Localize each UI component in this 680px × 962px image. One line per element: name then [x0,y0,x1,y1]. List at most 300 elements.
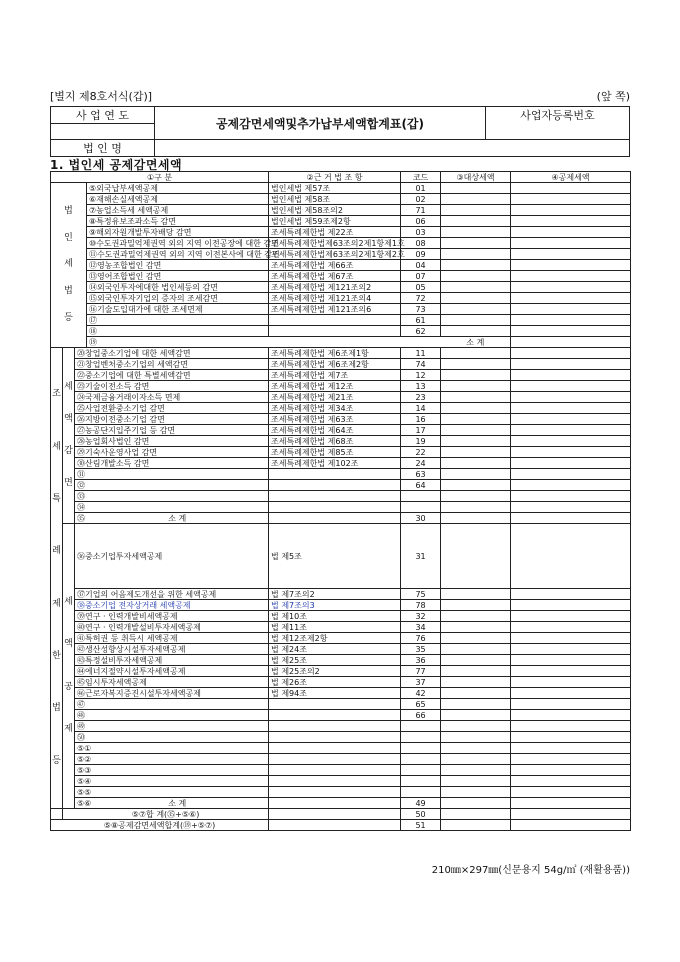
row-label: ㊷생산성향상시설투자세액공제 [75,644,269,655]
row-label: ⑰ [87,315,269,326]
row-label: ⑤⑤ [75,787,269,798]
deduction-amount-cell[interactable] [511,315,631,326]
deduction-amount-cell[interactable] [511,513,631,524]
target-amount-cell[interactable] [441,754,511,765]
row-label: ⑭외국인투자에대한 법인세등의 감면 [87,282,269,293]
row-code: 37 [401,677,441,688]
row-label: ⑫영농조합법인 감면 [87,260,269,271]
deduction-amount-cell[interactable] [511,754,631,765]
row-code: 51 [401,820,441,831]
row-label: ⑤② [75,754,269,765]
target-amount-cell[interactable] [441,392,511,403]
table-row [51,216,631,227]
footer-paper-spec: 210㎜×297㎜(신문용지 54g/㎡ (재활용품)) [431,865,630,876]
row-code: 16 [401,414,441,425]
row-code [401,721,441,732]
deduction-amount-cell[interactable] [511,732,631,743]
row-code: 72 [401,293,441,304]
total-label: ⑤⑧공제감면세액합계(⑲+⑤⑦) [51,820,269,831]
group-special-taxation-char: 례 [52,546,61,557]
target-amount-cell[interactable] [441,370,511,381]
target-amount-cell[interactable] [441,414,511,425]
row-label: ⑪수도권과밀억제권역 외의 지역 이전본사에 대한 감면 [87,249,269,260]
target-amount-cell[interactable] [441,480,511,491]
deduction-amount-cell[interactable] [511,238,631,249]
row-label: ㉙기숙사운영사업 감면 [75,447,269,458]
target-amount-cell[interactable] [441,776,511,787]
deduction-amount-cell[interactable] [511,183,631,194]
subtotal-row [51,798,631,809]
deduction-amount-cell[interactable] [511,458,631,469]
table-row [51,326,631,337]
table-row [51,436,631,447]
row-code [401,787,441,798]
deduction-amount-cell[interactable] [511,524,631,589]
deduction-amount-cell[interactable] [511,798,631,809]
deduction-amount-cell[interactable] [511,370,631,381]
row-basis [269,315,401,326]
target-amount-cell[interactable] [441,721,511,732]
deduction-amount-cell[interactable] [511,414,631,425]
target-amount-cell[interactable] [441,381,511,392]
target-amount-cell[interactable] [441,227,511,238]
deduction-amount-cell[interactable] [511,447,631,458]
row-basis: 조세특례제한법제63조의2제1항제2호 [269,249,401,260]
target-amount-cell[interactable] [441,271,511,282]
row-code: 08 [401,238,441,249]
deduction-amount-cell[interactable] [511,326,631,337]
target-amount-cell[interactable] [441,315,511,326]
target-amount-cell[interactable] [441,304,511,315]
target-amount-cell[interactable] [441,447,511,458]
row-code: 76 [401,633,441,644]
target-amount-cell[interactable] [441,469,511,480]
row-label: ⑤외국납부세액공제 [87,183,269,194]
row-basis [269,743,401,754]
group-special-taxation-char: 제 [52,598,61,609]
table-row [51,238,631,249]
section-title: 1. 법인세 공제감면세액 [50,158,183,172]
deduction-amount-cell[interactable] [511,502,631,513]
row-code: 07 [401,271,441,282]
target-amount-cell[interactable] [441,798,511,809]
row-label: ㉜ [75,480,269,491]
deduction-amount-cell[interactable] [511,677,631,688]
row-code [401,776,441,787]
row-basis [269,491,401,502]
row-code: 78 [401,600,441,611]
row-label: ⑤③ [75,765,269,776]
row-basis [269,754,401,765]
deduction-amount-cell[interactable] [511,282,631,293]
row-basis: 조세특례제한법 제6조제2항 [269,359,401,370]
target-amount-cell[interactable] [441,326,511,337]
target-amount-cell[interactable] [441,348,511,359]
row-code: 49 [401,798,441,809]
row-label: ㊱중소기업투자세액공제 [75,524,269,589]
deduction-amount-cell[interactable] [511,776,631,787]
deduction-amount-cell[interactable] [511,392,631,403]
deduction-amount-cell[interactable] [511,633,631,644]
target-amount-cell[interactable] [441,655,511,666]
row-code: 75 [401,589,441,600]
table-row [51,194,631,205]
group-special-taxation-char: 세 [52,441,61,452]
group-corp-tax-char: 법 [64,286,73,297]
deduction-amount-cell[interactable] [511,820,631,831]
table-row [51,381,631,392]
deduction-amount-cell[interactable] [511,381,631,392]
row-basis: 법 제12조제2항 [269,633,401,644]
deduction-amount-cell[interactable] [511,600,631,611]
row-code: 01 [401,183,441,194]
target-amount-cell[interactable] [441,622,511,633]
row-label: ㉕사업전환중소기업 감면 [75,403,269,414]
row-code: 13 [401,381,441,392]
business-year-label: 사 업 연 도 [51,107,155,124]
row-basis: 법인세법 제59조제2항 [269,216,401,227]
row-code: 42 [401,688,441,699]
row-label: ㊻근로자복지증진시설투자세액공제 [75,688,269,699]
target-amount-cell[interactable] [441,293,511,304]
row-basis: 법 제25조의2 [269,666,401,677]
deduction-amount-cell[interactable] [511,260,631,271]
row-label: ⑨해외자원개발투자배당 감면 [87,227,269,238]
group-special-taxation [51,348,63,809]
row-code: 06 [401,216,441,227]
row-label: ⑧특정유보조과소득 감면 [87,216,269,227]
table-row [51,293,631,304]
target-amount-cell[interactable] [441,502,511,513]
row-code: 02 [401,194,441,205]
row-code [401,732,441,743]
target-amount-cell[interactable] [441,238,511,249]
row-label: ㉘농업회사법인 감면 [75,436,269,447]
table-row [51,600,631,611]
row-basis: 법 제11조 [269,622,401,633]
row-code: 66 [401,710,441,721]
group-special-taxation-char: 특 [52,493,61,504]
table-row [51,677,631,688]
subtotal-row [51,337,631,348]
row-basis: 조세특례제한법 제22조 [269,227,401,238]
target-amount-cell[interactable] [441,589,511,600]
row-basis: 법 제25조 [269,655,401,666]
row-code: 03 [401,227,441,238]
row-label: ⑱ [87,326,269,337]
target-amount-cell[interactable] [441,436,511,447]
row-basis: 조세특례제한법 제121조의2 [269,282,401,293]
row-code: 65 [401,699,441,710]
group-tax-reduction-char: 감 [64,446,73,457]
subtotal-label: 소 계 [441,337,511,348]
deduction-amount-cell[interactable] [511,655,631,666]
deduction-amount-cell[interactable] [511,304,631,315]
deduction-amount-cell[interactable] [511,721,631,732]
row-basis: 법인세법 제57조 [269,183,401,194]
row-basis: 조세특례제한법 제7조 [269,370,401,381]
row-label: ㊴연구 · 인력개발비세액공제 [75,611,269,622]
row-label: ㉓기술이전소득 감면 [75,381,269,392]
form-id: [별지 제8호서식(갑)] [50,90,153,103]
row-label: ㊹에너지절약시설투자세액공제 [75,666,269,677]
row-basis [269,480,401,491]
row-label: ⑬영어조합법인 감면 [87,271,269,282]
target-amount-cell[interactable] [441,688,511,699]
row-code: 73 [401,304,441,315]
row-basis: 조세특례제한법 제68조 [269,436,401,447]
deduction-amount-cell[interactable] [511,491,631,502]
row-basis: 조세특례제한법제63조의2제1항제1호 [269,238,401,249]
row-label: ㉞ [75,502,269,513]
row-label: ㊸특정설비투자세액공제 [75,655,269,666]
form-title: 공제감면세액및추가납부세액합계표(갑) [155,107,486,140]
page-side: (앞 쪽) [596,90,630,103]
row-label: ⑤④ [75,776,269,787]
deduction-amount-cell[interactable] [511,425,631,436]
col-code: 코드 [401,172,441,183]
target-amount-cell[interactable] [441,644,511,655]
table-row [51,732,631,743]
table-row [51,304,631,315]
table-row [51,348,631,359]
row-basis: 법 제10조 [269,611,401,622]
table-row [51,644,631,655]
row-label: ⑥재해손실세액공제 [87,194,269,205]
group-corp-tax-char: 등 [64,313,73,324]
row-code: 14 [401,403,441,414]
row-code: 09 [401,249,441,260]
target-amount-cell[interactable] [441,260,511,271]
target-amount-cell[interactable] [441,403,511,414]
target-amount-cell[interactable] [441,787,511,798]
deduction-amount-cell[interactable] [511,644,631,655]
group-tax-reduction-char: 액 [64,413,73,424]
target-amount-cell[interactable] [441,600,511,611]
row-label: ㉚산림개발소득 감면 [75,458,269,469]
deduction-amount-cell[interactable] [511,293,631,304]
deduction-amount-cell[interactable] [511,348,631,359]
row-label: ㉝ [75,491,269,502]
table-row [51,315,631,326]
target-amount-cell[interactable] [441,611,511,622]
row-code: 31 [401,524,441,589]
row-code: 77 [401,666,441,677]
grand-total-row [51,820,631,831]
deduction-amount-cell[interactable] [511,699,631,710]
target-amount-cell[interactable] [441,809,511,820]
target-amount-cell[interactable] [441,205,511,216]
row-basis: 법 제7조의3 [269,600,401,611]
row-label: ㊺임시투자세액공제 [75,677,269,688]
corp-name-field[interactable] [155,140,630,157]
row-code: 63 [401,469,441,480]
deduction-amount-cell[interactable] [511,205,631,216]
group-tax-deduction-char: 제 [64,723,73,734]
target-amount-cell[interactable] [441,699,511,710]
row-basis: 조세특례제한법 제21조 [269,392,401,403]
group-special-taxation-char: 법 [52,703,61,714]
group-tax-reduction-char: 면 [64,478,73,489]
row-basis: 조세특례제한법 제102조 [269,458,401,469]
total-spacer [51,809,63,820]
table-row [51,589,631,600]
row-code: 34 [401,622,441,633]
table-row [51,447,631,458]
deduction-amount-cell[interactable] [511,809,631,820]
deduction-amount-cell[interactable] [511,403,631,414]
deduction-amount-cell[interactable] [511,216,631,227]
row-basis [511,337,631,348]
row-code [401,491,441,502]
row-code: 50 [401,809,441,820]
table-row [51,622,631,633]
deduction-amount-cell[interactable] [511,469,631,480]
group-corp-tax [51,183,87,348]
deduction-amount-cell[interactable] [511,249,631,260]
table-row [51,655,631,666]
target-amount-cell[interactable] [441,677,511,688]
deduction-amount-cell[interactable] [511,743,631,754]
table-row [51,480,631,491]
row-basis: 조세특례제한법 제67조 [269,271,401,282]
group-tax-reduction-chars [63,361,74,511]
table-row [51,205,631,216]
target-amount-cell[interactable] [441,491,511,502]
subtotal-label: 소 계 [87,513,269,524]
table-row [51,688,631,699]
target-amount-cell[interactable] [441,710,511,721]
row-basis: 법 제94조 [269,688,401,699]
row-code: 62 [401,326,441,337]
deduction-amount-cell[interactable] [511,765,631,776]
row-code: 04 [401,260,441,271]
row-basis: 조세특례제한법 제34조 [269,403,401,414]
target-amount-cell[interactable] [441,743,511,754]
target-amount-cell[interactable] [441,282,511,293]
deduction-amount-cell[interactable] [511,359,631,370]
group-special-taxation-char: 한 [52,650,61,661]
group-special-taxation-chars [51,348,62,808]
target-amount-cell[interactable] [441,732,511,743]
target-amount-cell[interactable] [441,765,511,776]
row-code: 11 [401,348,441,359]
deduction-amount-cell[interactable] [511,688,631,699]
row-label: ㉛ [75,469,269,480]
target-amount-cell[interactable] [441,820,511,831]
row-label: ㊲기업의 어음제도개선을 위한 세액공제 [75,589,269,600]
row-code: 19 [401,436,441,447]
row-basis: 법인세법 제58조 [269,194,401,205]
row-code: 17 [401,425,441,436]
group-special-taxation-char: 등 [52,755,61,766]
deduction-amount-cell[interactable] [511,710,631,721]
row-label: ㊽ [75,710,269,721]
deduction-amount-cell[interactable] [511,271,631,282]
deduction-amount-cell[interactable] [511,666,631,677]
row-basis [269,765,401,776]
group-tax-deduction-char: 공 [64,681,73,692]
target-amount-cell[interactable] [441,524,511,589]
target-amount-cell[interactable] [441,249,511,260]
row-label: ㊳중소기업 전자상거래 세액공제 [75,600,269,611]
group-corp-tax-chars [51,190,86,340]
row-label: ㉔국제금융거래이자소득 면제 [75,392,269,403]
row-label: ㊼ [75,699,269,710]
deduction-amount-cell[interactable] [511,787,631,798]
row-basis [269,776,401,787]
row-basis: 조세특례제한법 제12조 [269,381,401,392]
deduction-amount-cell[interactable] [511,611,631,622]
target-amount-cell[interactable] [441,194,511,205]
row-label: ㊶특허권 등 취득시 세액공제 [75,633,269,644]
table-row [51,359,631,370]
deduction-amount-cell[interactable] [511,194,631,205]
target-amount-cell[interactable] [441,216,511,227]
sum-total-row [51,809,631,820]
group-tax-deduction [63,524,75,809]
deduction-amount-cell[interactable] [511,622,631,633]
row-label: ㉒중소기업에 대한 특별세액감면 [75,370,269,381]
table-row [51,721,631,732]
reg-no-field[interactable] [486,124,630,140]
row-basis [269,710,401,721]
target-amount-cell[interactable] [441,359,511,370]
row-basis: 법 제7조의2 [269,589,401,600]
group-special-taxation-char: 조 [52,389,61,400]
table-row [51,666,631,677]
target-amount-cell[interactable] [441,666,511,677]
target-amount-cell[interactable] [441,513,511,524]
total-label: ⑤⑦합 계(㉟+⑤⑥) [63,809,269,820]
table-row [51,392,631,403]
row-label: ⑮외국인투자기업의 증자의 조세감면 [87,293,269,304]
table-row [51,787,631,798]
row-code [401,502,441,513]
table-row [51,282,631,293]
deduction-amount-cell[interactable] [511,480,631,491]
reg-no-label: 사업자등록번호 [486,107,630,124]
table-row [51,754,631,765]
table-row [51,743,631,754]
target-amount-cell[interactable] [441,633,511,644]
deduction-amount-cell[interactable] [511,436,631,447]
row-basis: 조세특례제한법 제64조 [269,425,401,436]
row-code: 22 [401,447,441,458]
table-row [51,524,631,589]
row-label: ⑳창업중소기업에 대한 세액감면 [75,348,269,359]
table-row [51,502,631,513]
row-basis: 법인세법 제58조의2 [269,205,401,216]
deduction-amount-cell[interactable] [511,227,631,238]
row-label: ㉖지방이전중소기업 감면 [75,414,269,425]
subtotal-num: ㉟ [75,513,87,524]
table-row [51,260,631,271]
business-year-field[interactable] [51,124,155,140]
col-deduction: ④공제세액 [511,172,631,183]
target-amount-cell[interactable] [441,183,511,194]
group-corp-tax-char: 인 [64,232,73,243]
row-basis [269,809,401,820]
row-code: 74 [401,359,441,370]
target-amount-cell[interactable] [441,458,511,469]
row-code: 64 [401,480,441,491]
header-box [50,106,630,157]
row-basis [269,469,401,480]
target-amount-cell[interactable] [441,425,511,436]
row-code: 71 [401,205,441,216]
deduction-amount-cell[interactable] [511,589,631,600]
